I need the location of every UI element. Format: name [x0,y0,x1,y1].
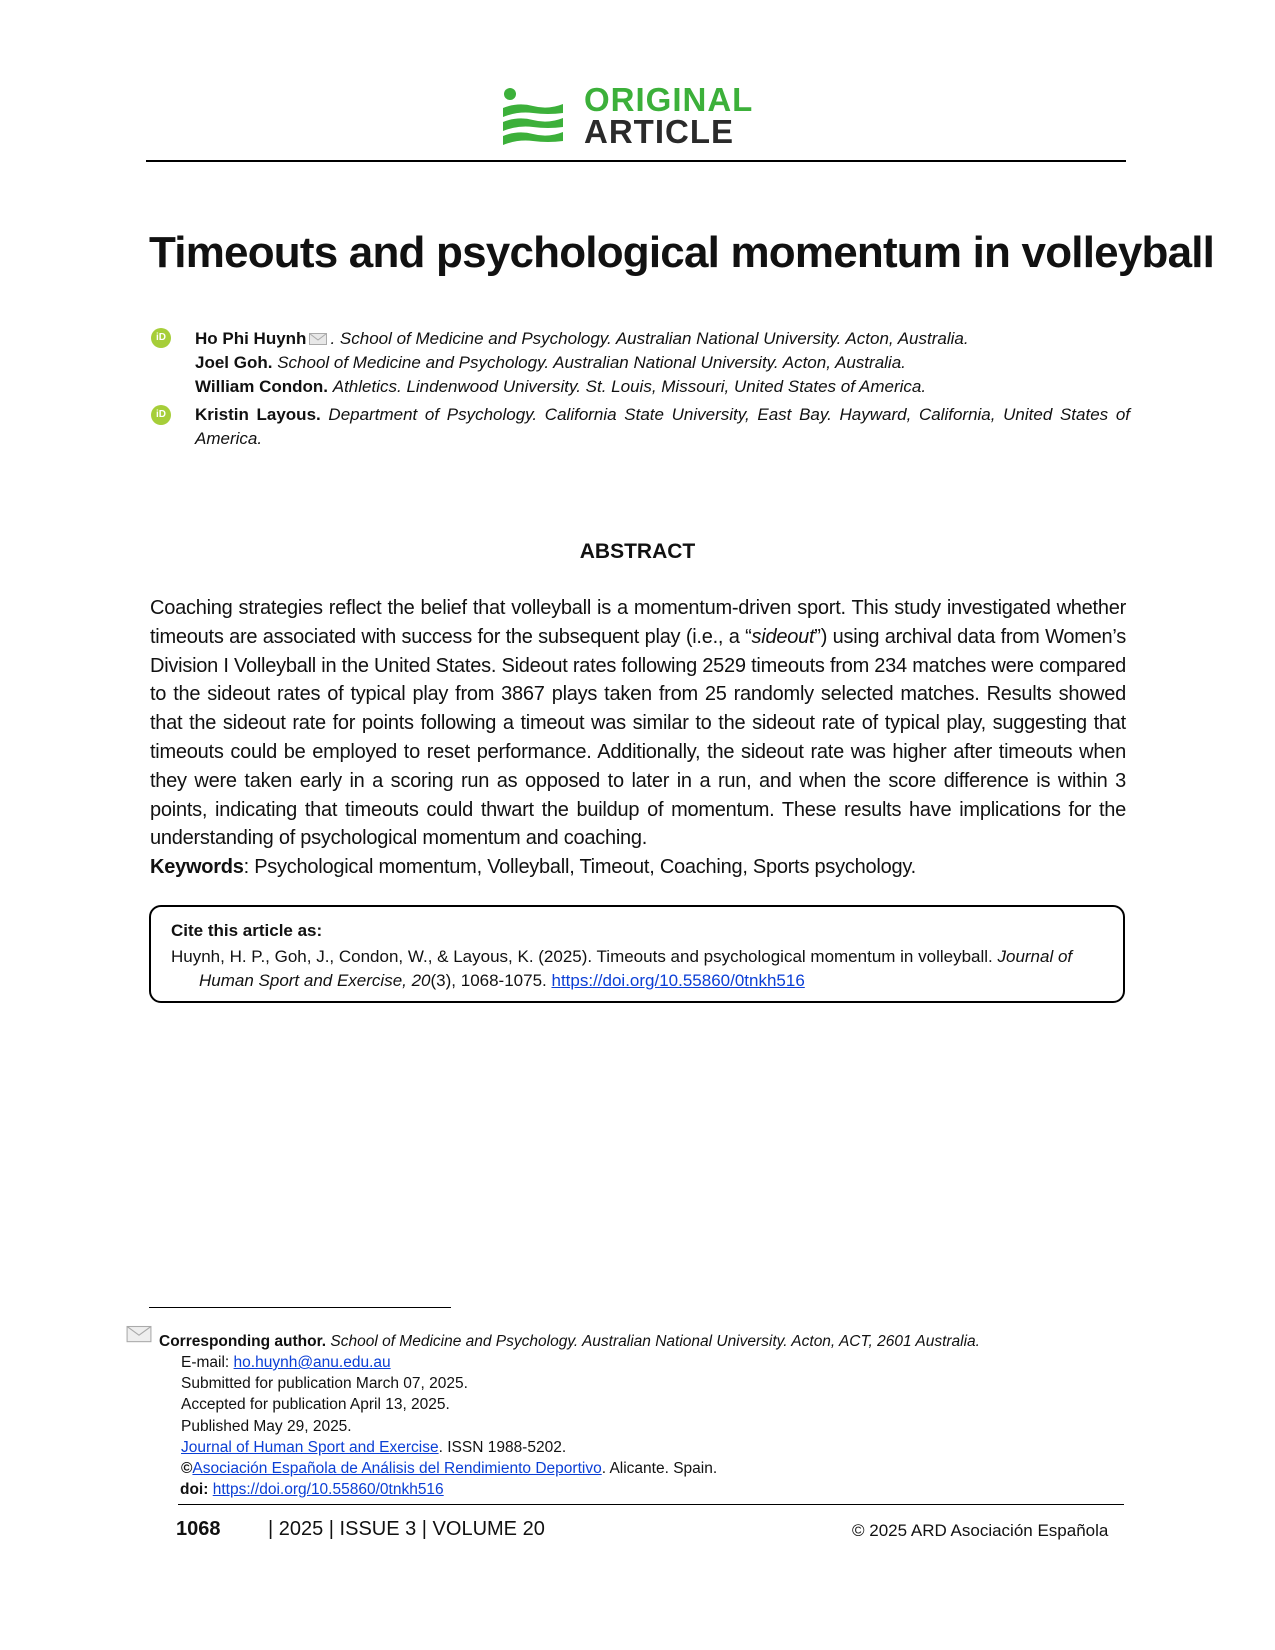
author-entry [195,403,1130,451]
journal-issn-line [181,1437,566,1458]
society-place: . Alicante. Spain. [601,1460,718,1477]
header-divider [146,160,1126,162]
abstract-text-part: ”) using archival data from Women’s Division I Volleyball in the United States. Sideout rates following 2529 timeouts from 234 matches were compared to the sideout rates of typical play from 3867 plays taken from 25 randomly selected matches. Results showed that the sideout rate for points following a timeout was similar to the sideout rate of typical play, suggesting that timeouts could be employed to reset performance. Additionally, the sideout rate was higher after timeouts when they were taken early in a scoring run as opposed to later in a run, and when the score difference is within 3 points, indicating that timeouts could thwart the buildup of momentum. These results have implications for the understanding of psychological momentum and coaching. [150,625,1126,850]
author-affiliation: School of Medicine and Psychology. Australian National University. Acton, Australia. [277,353,906,372]
abstract-italic-term: sideout [751,625,815,648]
footer-divider [178,1504,1124,1505]
page-number: 1068 [176,1518,221,1540]
doi-link[interactable]: https://doi.org/10.55860/0tnkh516 [212,1481,444,1498]
society-line [181,1458,717,1479]
abstract-heading: ABSTRACT [579,540,696,563]
citation-issue-pages: (3), 1068-1075. [430,971,552,990]
author-entry [195,327,1130,351]
logo-stripes-icon [503,86,563,146]
keywords-label: Keywords [150,856,244,878]
author-name: Kristin Layous. [195,405,321,424]
corresponding-author-address: School of Medicine and Psychology. Australian National University. Acton, ACT, 2601 Australia. [330,1333,980,1350]
citation-text-line2 [199,969,805,993]
accepted-date: Accepted for publication April 13, 2025. [181,1396,450,1413]
author-entry [195,375,1130,399]
journal-logo [503,82,793,152]
citation-doi-link[interactable]: https://doi.org/10.55860/0tnkh516 [551,971,805,990]
email-label: E-mail: [181,1354,234,1371]
citation-heading: Cite this article as: [171,921,323,940]
citation-text-line1 [171,945,1106,969]
author-name: William Condon. [195,377,329,396]
citation-journal-part1: Journal of [997,947,1073,966]
orcid-icon[interactable]: iD [151,328,171,348]
doi-label: doi: [180,1481,209,1498]
keywords-list: : Psychological momentum, Volleyball, Timeout, Coaching, Sports psychology. [243,856,916,878]
email-line [181,1352,391,1373]
article-title: Timeouts and psychological momentum in volleyball [149,228,1215,277]
corresponding-author-label: Corresponding author. [159,1333,327,1350]
logo-line-original: ORIGINAL [584,81,754,118]
journal-link[interactable]: Journal of Human Sport and Exercise [181,1439,439,1456]
citation-journal-part2: Human Sport and Exercise, 20 [199,971,431,990]
author-name: Ho Phi Huynh [195,329,307,348]
citation-reference: Huynh, H. P., Goh, J., Condon, W., & Layous, K. (2025). Timeouts and psychological momentum in volleyball. [171,947,998,966]
footnote-divider [149,1307,451,1308]
abstract-body [150,594,1126,853]
issn-text: . ISSN 1988-5202. [438,1439,567,1456]
author-entry [195,351,1130,375]
author-affiliation: Department of Psychology. California State University, East Bay. Hayward, California, United States of America. [195,405,1130,448]
copyright-symbol: © [181,1460,193,1477]
keywords-line [150,853,1126,881]
published-date: Published May 29, 2025. [181,1418,352,1435]
footer-copyright: © 2025 ARD Asociación Española [852,1521,1109,1540]
author-affiliation: . School of Medicine and Psychology. Australian National University. Acton, Australia. [330,329,969,348]
email-link[interactable]: ho.huynh@anu.edu.au [233,1354,391,1371]
corresponding-author-line [159,1331,980,1352]
envelope-icon[interactable] [309,333,327,345]
abstract-text-part: Coaching strategies reflect the belief that volleyball is a momentum-driven sport. This study investigated whether timeouts are associated with success for the subsequent play (i.e., a “ [150,597,1126,648]
envelope-icon [126,1323,152,1343]
citation-box [149,905,1125,1003]
submitted-date: Submitted for publication March 07, 2025. [181,1375,468,1392]
issue-info: | 2025 | ISSUE 3 | VOLUME 20 [268,1518,545,1540]
author-name: Joel Goh. [195,353,273,372]
logo-line-article: ARTICLE [584,113,734,150]
author-affiliation: Athletics. Lindenwood University. St. Louis, Missouri, United States of America. [332,377,927,396]
doi-line [180,1479,444,1500]
society-link[interactable]: Asociación Española de Análisis del Rendimiento Deportivo [192,1460,602,1477]
orcid-icon[interactable]: iD [151,405,171,425]
